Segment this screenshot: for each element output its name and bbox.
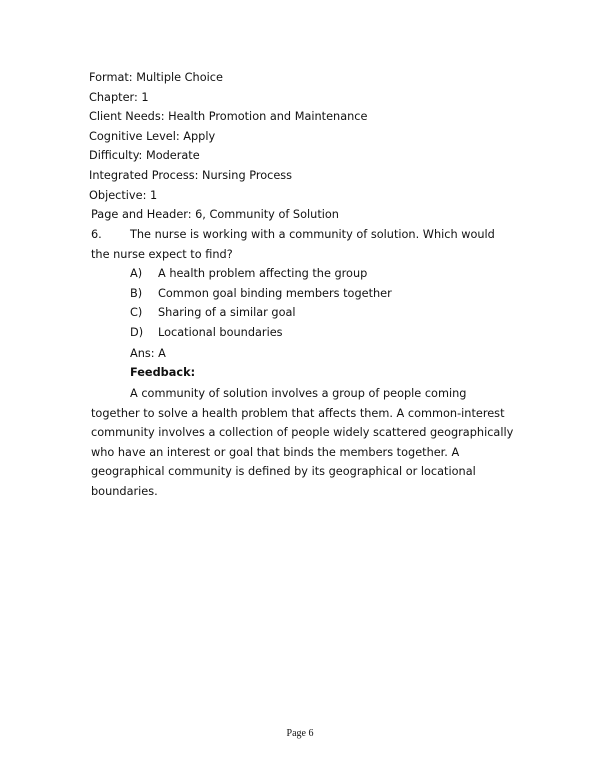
option-text: Common goal binding members together <box>158 287 392 300</box>
objective-line: Objective: 1 <box>89 189 158 202</box>
option-text: Sharing of a similar goal <box>158 306 296 319</box>
option-text: Locational boundaries <box>158 326 283 339</box>
client-needs-line: Client Needs: Health Promotion and Maintenance <box>89 110 368 123</box>
cognitive-level-line: Cognitive Level: Apply <box>89 130 216 143</box>
option-letter: C) <box>130 306 143 319</box>
option-d <box>130 326 283 340</box>
question-number: 6. <box>91 228 102 241</box>
option-a <box>130 267 367 281</box>
option-letter: D) <box>130 326 144 339</box>
option-letter: A) <box>130 267 143 280</box>
option-text: A health problem affecting the group <box>158 267 368 280</box>
question-text: The nurse is working with a community of solution. Which would the nurse expect to find? <box>91 228 495 261</box>
page-header-line: Page and Header: 6, Community of Solution <box>91 208 339 221</box>
integrated-process-line: Integrated Process: Nursing Process <box>89 169 293 182</box>
option-c <box>130 306 296 320</box>
format-line: Format: Multiple Choice <box>89 71 223 84</box>
page-number: Page 6 <box>286 728 314 739</box>
option-letter: B) <box>130 287 143 300</box>
feedback-title: Feedback: <box>130 366 196 379</box>
feedback-body: A community of solution involves a group of people coming together to solve a health problem that affects them. A common-interest community involves a collection of people widely scattered geographically who have an interest or goal that binds the members together. A geographical community is defined by its geographical or locational boundaries. <box>91 387 514 498</box>
answer-line: Ans: A <box>130 347 166 360</box>
difficulty-line: Difficulty: Moderate <box>89 149 200 162</box>
chapter-line: Chapter: 1 <box>89 91 149 104</box>
option-b <box>130 287 392 301</box>
